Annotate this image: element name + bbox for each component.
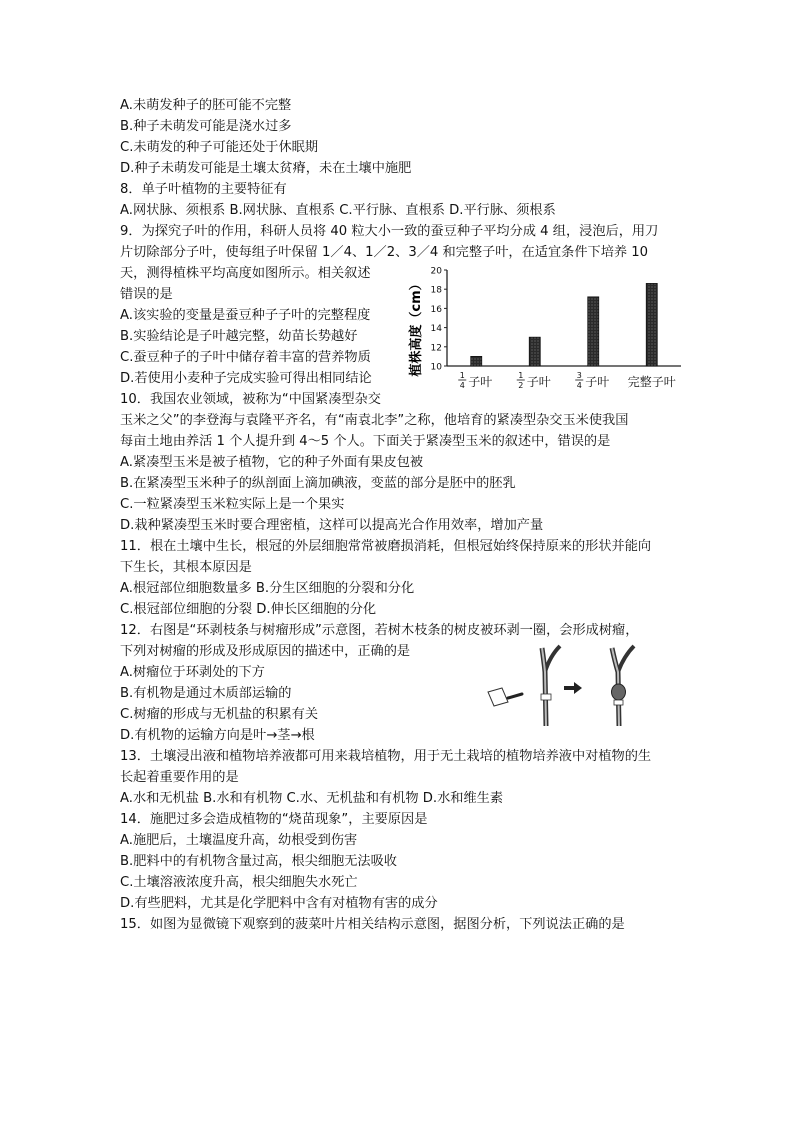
q14-option-c: C.土壤溶液浓度升高，根尖细胞失水死亡 <box>120 875 358 890</box>
chart-ytick-label: 18 <box>430 285 442 296</box>
q11-stem-line1: 11．根在土壤中生长，根冠的外层细胞常常被磨损消耗，但根冠始终保持原来的形状并能向 <box>120 539 652 554</box>
q7-option-c: C.未萌发的种子可能还处于休眠期 <box>120 140 319 155</box>
chart-bar <box>529 337 540 366</box>
q9-option-c: C.蚕豆种子的子叶中储存着丰富的营养物质 <box>120 350 371 365</box>
q9-stem-line4: 错误的是 <box>120 287 173 302</box>
q9-option-d: D.若使用小麦种子完成实验可得出相同结论 <box>120 371 372 386</box>
q11-stem-line2: 下生长，其根本原因是 <box>120 560 252 575</box>
q7-option-b: B.种子未萌发可能是浇水过多 <box>120 119 292 134</box>
q9-option-a: A.该实验的变量是蚕豆种子子叶的完整程度 <box>120 308 371 323</box>
girdling-tumor-diagram <box>482 642 650 730</box>
q12-stem-line1: 12．右图是“环剥枝条与树瘤形成”示意图，若树木枝条的树皮被环剥一圈，会形成树瘤， <box>120 623 639 638</box>
q9-stem-line1: 9．为探究子叶的作用，科研人员将 40 粒大小一致的蚕豆种子平均分成 4 组，浸泡后，用刀 <box>120 224 659 239</box>
chart-xlabel-numerator: 1 <box>518 371 524 380</box>
chart-xlabel: 完整子叶 <box>627 375 676 389</box>
q14-option-a: A.施肥后，土壤温度升高，幼根受到伤害 <box>120 833 358 848</box>
q14-stem: 14．施肥过多会造成植物的“烧苗现象”，主要原因是 <box>120 812 428 827</box>
chart-xlabel-denominator: 4 <box>459 381 465 390</box>
chart-ytick-label: 20 <box>430 266 442 277</box>
q8-options: A.网状脉、须根系 B.网状脉、直根系 C.平行脉、直根系 D.平行脉、须根系 <box>120 203 556 218</box>
chart-ytick-label: 10 <box>430 362 442 373</box>
q12-stem-line2: 下列对树瘤的形成及形成原因的描述中，正确的是 <box>120 644 411 659</box>
q11-options-ab: A.根冠部位细胞数量多 B.分生区细胞的分裂和分化 <box>120 581 415 596</box>
chart-xlabel: 子叶 <box>526 375 551 389</box>
knife-icon <box>488 688 522 706</box>
chart-xlabel-denominator: 4 <box>576 381 582 390</box>
q11-options-cd: C.根冠部位细胞的分裂 D.伸长区细胞的分化 <box>120 602 377 617</box>
q8-stem: 8．单子叶植物的主要特征有 <box>120 182 287 197</box>
right-arrow-icon <box>564 682 582 694</box>
plant-height-bar-chart <box>405 262 685 392</box>
chart-ytick-label: 12 <box>430 343 442 354</box>
chart-ylabel: 植株高度（cm） <box>409 277 424 377</box>
chart-xlabel-numerator: 1 <box>459 371 465 380</box>
q13-stem-line2: 长起着重要作用的是 <box>120 770 239 785</box>
q9-stem-line2: 片切除部分子叶，使每组子叶保留 1／4、1／2、3／4 和完整子叶，在适宜条件下培养 10 <box>120 245 649 260</box>
q10-option-a: A.紧凑型玉米是被子植物，它的种子外面有果皮包被 <box>120 455 424 470</box>
q13-stem-line1: 13．土壤浸出液和植物培养液都可用来栽培植物，用于无土栽培的植物培养液中对植物的生 <box>120 749 652 764</box>
chart-ytick-label: 14 <box>430 324 442 335</box>
chart-xlabel: 子叶 <box>585 375 610 389</box>
chart-bar <box>646 283 657 366</box>
chart-bar <box>588 297 599 366</box>
q12-option-c: C.树瘤的形成与无机盐的积累有关 <box>120 707 319 722</box>
chart-xlabel-denominator: 2 <box>518 381 524 390</box>
q10-option-d: D.栽种紧凑型玉米时要合理密植，这样可以提高光合作用效率，增加产量 <box>120 518 544 533</box>
q12-option-d: D.有机物的运输方向是叶→茎→根 <box>120 728 315 743</box>
q7-option-d: D.种子未萌发可能是土壤太贫瘠，未在土壤中施肥 <box>120 161 412 176</box>
branch-after-icon <box>612 646 635 726</box>
q12-option-a: A.树瘤位于环剥处的下方 <box>120 665 265 680</box>
q10-option-b: B.在紧凑型玉米种子的纵剖面上滴加碘液，变蓝的部分是胚中的胚乳 <box>120 476 516 491</box>
branch-before-icon <box>541 646 560 726</box>
q10-stem-line2: 玉米之父”的李登海与袁隆平齐名，有“南袁北李”之称，他培育的紧凑型杂交玉米使我国 <box>120 413 629 428</box>
q12-option-b: B.有机物是通过木质部运输的 <box>120 686 292 701</box>
chart-xlabel-numerator: 3 <box>576 371 582 380</box>
chart-ytick-label: 16 <box>430 304 442 315</box>
q7-option-a: A.未萌发种子的胚可能不完整 <box>120 98 292 113</box>
q10-stem-line1: 10．我国农业领域，被称为“中国紧凑型杂交 <box>120 392 381 407</box>
q9-option-b: B.实验结论是子叶越完整，幼苗长势越好 <box>120 329 358 344</box>
q14-option-d: D.有些肥料，尤其是化学肥料中含有对植物有害的成分 <box>120 896 438 911</box>
chart-bar <box>471 356 482 366</box>
q9-stem-line3: 天，测得植株平均高度如图所示。相关叙述 <box>120 266 371 281</box>
q15-stem: 15．如图为显微镜下观察到的菠菜叶片相关结构示意图，据图分析，下列说法正确的是 <box>120 917 625 932</box>
chart-xlabel: 子叶 <box>468 375 493 389</box>
q10-stem-line3: 每亩土地由养活 1 个人提升到 4～5 个人。下面关于紧凑型玉米的叙述中，错误的是 <box>120 434 611 449</box>
q13-options: A.水和无机盐 B.水和有机物 C.水、无机盐和有机物 D.水和维生素 <box>120 791 504 806</box>
q14-option-b: B.肥料中的有机物含量过高，根尖细胞无法吸收 <box>120 854 397 869</box>
q10-option-c: C.一粒紧凑型玉米粒实际上是一个果实 <box>120 497 345 512</box>
